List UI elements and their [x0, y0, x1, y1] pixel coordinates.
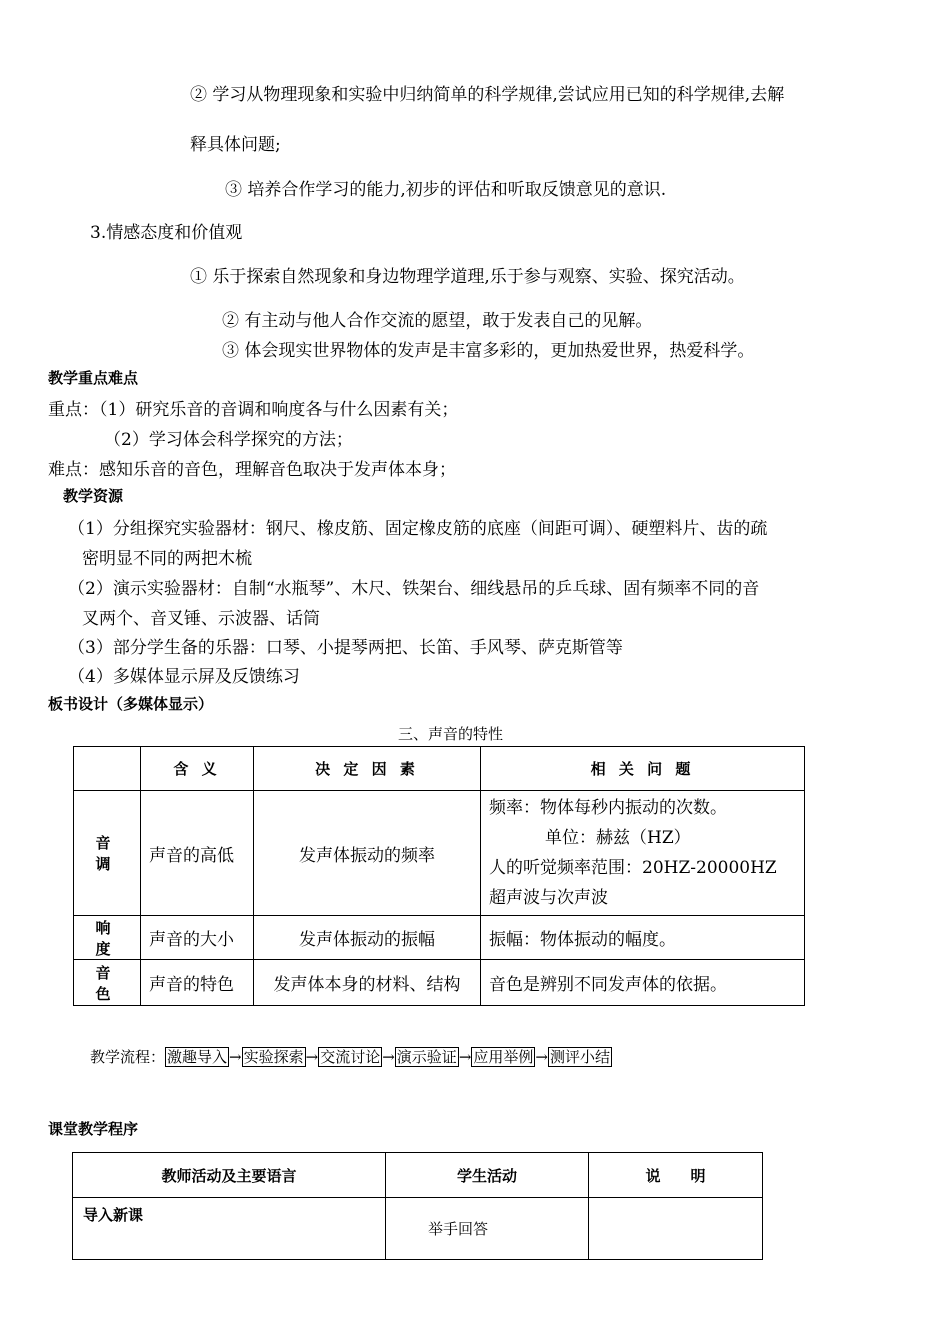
key-points-heading: 教学重点难点: [48, 369, 139, 387]
resource-item-2-line1: （2）演示实验器材：自制“水瓶琴”、木尺、铁架台、细线悬吊的乒乓球、固有频率不同的音: [68, 579, 760, 599]
board-caption: 三、声音的特性: [398, 725, 504, 743]
objective-skill-2-line2: 释具体问题;: [190, 135, 281, 155]
attitude-item-2: ② 有主动与他人合作交流的愿望，敢于发表自己的见解。: [222, 311, 653, 331]
row-factor: 发声体振动的频率: [254, 791, 481, 916]
focus-item-1: 重点：（1）研究乐音的音调和响度各与什么因素有关；: [48, 400, 459, 420]
resource-item-1-line2: 密明显不同的两把木梳: [82, 549, 252, 569]
related-line: 音色是辨别不同发声体的依据。: [489, 975, 727, 995]
flow-arrow: →: [535, 1048, 548, 1066]
flow-step: 测评小结: [549, 1048, 610, 1066]
flow-label: 教学流程：: [90, 1048, 166, 1066]
board-heading: 板书设计（多媒体显示）: [48, 695, 214, 713]
row-name-loudness: 响 度: [74, 916, 141, 960]
attitude-item-1: ① 乐于探索自然现象和身边物理学道理,乐于参与观察、实验、探究活动。: [190, 267, 745, 287]
row-name-pitch: 音 调: [74, 791, 141, 916]
teaching-flow: [90, 1046, 612, 1067]
table-row: [73, 1198, 763, 1260]
header-cell-empty: [74, 747, 141, 791]
objective-skill-2-line1: ② 学习从物理现象和实验中归纳简单的科学规律,尝试应用已知的科学规律,去解: [190, 85, 785, 105]
procedure-teacher-cell: [73, 1198, 386, 1260]
flow-arrow: →: [382, 1048, 395, 1066]
table-row: [74, 960, 805, 1006]
header-cell-meaning: 含 义: [141, 747, 254, 791]
table-row: [74, 916, 805, 960]
flow-arrow: →: [458, 1048, 472, 1066]
resources-heading: 教学资源: [63, 487, 124, 505]
flow-arrow: →: [305, 1048, 319, 1066]
procedure-header-teacher: 教师活动及主要语言: [73, 1153, 386, 1198]
table-row: [74, 791, 805, 916]
related-line: 频率：物体每秒内振动的次数。: [489, 798, 727, 818]
procedure-table: [72, 1152, 763, 1260]
row-meaning: 声音的特色: [141, 960, 254, 1006]
procedure-header-row: [73, 1153, 763, 1198]
header-cell-related: 相 关 问 题: [481, 747, 805, 791]
procedure-note-cell: [589, 1198, 763, 1260]
procedure-teacher-text: 导入新课: [83, 1206, 144, 1224]
row-related: [481, 916, 805, 960]
focus-item-2: （2）学习体会科学探究的方法；: [104, 430, 353, 450]
resource-item-1-line1: （1）分组探究实验器材：钢尺、橡皮筋、固定橡皮筋的底座（间距可调）、硬塑料片、齿的疏: [68, 519, 768, 539]
attitude-heading: 3.情感态度和价值观: [90, 223, 243, 243]
resource-item-4: （4）多媒体显示屏及反馈练习: [68, 667, 300, 687]
flow-step: 实验探索: [243, 1048, 304, 1066]
difficulty-item: 难点：感知乐音的音色，理解音色取决于发声体本身；: [48, 460, 456, 480]
procedure-header-note: 说 明: [589, 1153, 763, 1198]
procedure-heading: 课堂教学程序: [48, 1120, 139, 1138]
procedure-student-cell: [386, 1198, 589, 1260]
related-line: 人的听觉频率范围：20HZ-20000HZ: [489, 858, 777, 878]
flow-step: 应用举例: [473, 1048, 534, 1066]
related-line: 单位：赫兹（HZ）: [545, 828, 691, 848]
row-related: [481, 791, 805, 916]
related-line: 振幅：物体振动的幅度。: [489, 930, 676, 950]
flow-step: 交流讨论: [320, 1048, 381, 1066]
resource-item-2-line2: 叉两个、音叉锤、示波器、话筒: [82, 609, 320, 629]
resource-item-3: （3）部分学生备的乐器：口琴、小提琴两把、长笛、手风琴、萨克斯管等: [68, 638, 623, 658]
row-meaning: 声音的高低: [141, 791, 254, 916]
objective-skill-3: ③ 培养合作学习的能力,初步的评估和听取反馈意见的意识.: [225, 180, 667, 200]
table-header-row: [74, 747, 805, 791]
row-name-timbre: 音 色: [74, 960, 141, 1006]
flow-arrow: →: [229, 1048, 242, 1066]
attitude-item-3: ③ 体会现实世界物体的发声是丰富多彩的，更加热爱世界，热爱科学。: [222, 341, 755, 361]
procedure-student-text: 举手回答: [428, 1220, 489, 1238]
flow-step: 激趣导入: [167, 1048, 228, 1066]
row-factor: 发声体振动的振幅: [254, 916, 481, 960]
header-cell-factor: 决 定 因 素: [254, 747, 481, 791]
sound-properties-table: [73, 746, 805, 1006]
row-related: [481, 960, 805, 1006]
row-factor: 发声体本身的材料、结构: [254, 960, 481, 1006]
flow-step: 演示验证: [396, 1048, 457, 1066]
related-line: 超声波与次声波: [489, 888, 608, 908]
row-meaning: 声音的大小: [141, 916, 254, 960]
procedure-header-student: 学生活动: [386, 1153, 589, 1198]
